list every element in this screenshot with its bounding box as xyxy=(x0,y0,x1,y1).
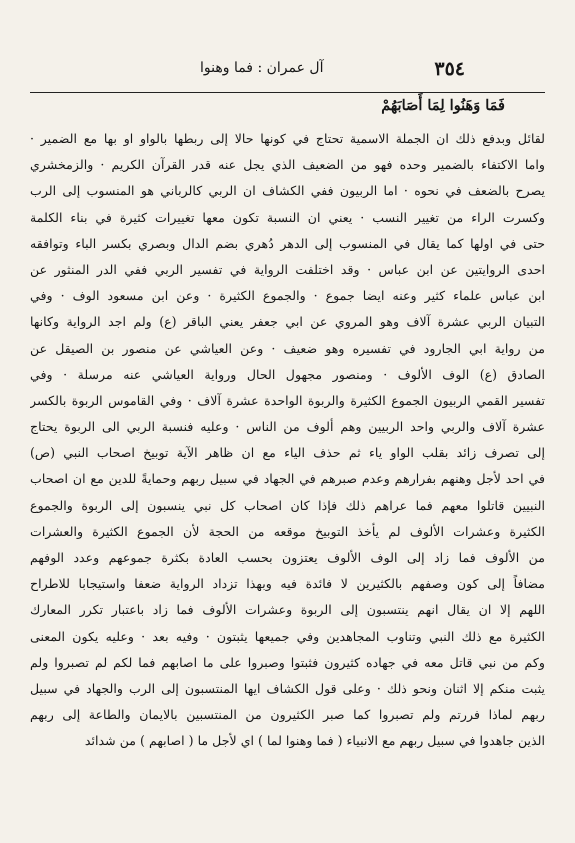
text-line: الكثيرة وعشرات الألوف لم يأخذ التوبيخ موقعه من الحجة لأن الجموع الكثيرة والعشرات xyxy=(30,523,545,539)
text-line: عشرة آلاف والربي واحد الربيين وهم ألوف من الناس · وعليه فنسبة الربي الى الربوة يحتاج xyxy=(30,419,545,435)
text-line: ابن عباس علماء كثير وعنه ايضا جموع · والجموع الكثيرة · وعن ابن مسعود الوف · وفي xyxy=(30,288,545,304)
text-line: لقائل وبدفع ذلك ان الجملة الاسمية تحتاج في كونها حالا إلى ربطها بالواو او بها مع الضمير · xyxy=(30,131,545,146)
text-line: احدى الروايتين عن ابن عباس · وقد اختلفت الرواية في تفسير الربي ففي الدر المنثور عن xyxy=(30,261,545,277)
verse-heading: فَمَا وَهَنُوا لِمَا أَصَابَهُمْ xyxy=(381,97,505,114)
text-line: من رواية ابي الجارود في تفسيره وهو ضعيف · وعن العياشي عن منصور بن الصيقل عن xyxy=(30,340,545,356)
text-line: وكسرت الراء من تغيير النسب · يعني ان النسبة تكون معها تغييرات كثيرة في بناء الكلمة xyxy=(30,209,545,225)
text-line: الذين جاهدوا في سبيل ربهم مع الانبياء ( فما وهنوا لما ) اي لأجل ما ( اصابهم ) من شدائد xyxy=(84,733,545,749)
text-line: يثبت منكم إلا اثنان ونحو ذلك · وعلى قول الكشاف ايها المنتسبون إلى الرب والجهاد في سبيل xyxy=(30,680,545,696)
text-line: اللهم إلا ان يقال انهم ينتسبون إلى الربوة وعشرات الألوف فما زاد باعتبار تكرر المعارك xyxy=(30,602,545,618)
text-line: وكم من نبي قاتل معه في جهاده كثيرون فثبتوا وصبروا على ما اصابهم فما لكم لم تصبروا ولم xyxy=(30,654,545,670)
text-line: في احد لأجل وهنهم بفرارهم وعدم صبرهم في الجهاد في سبيل ربهم وحمايةً للدين مع ان اصحاب xyxy=(30,471,545,487)
text-line: حتى في اولها كما يقال في المنسوب إلى الدهر دُهري بضم الدال وبصري بكسر الباء وتوافقه xyxy=(30,235,545,251)
text-line: التبيان الربي عشرة آلاف وهو المروي عن ابي جعفر يعني الباقر (ع) ولم اجد الرواية وكانها xyxy=(30,314,545,330)
page-header xyxy=(30,58,545,92)
page-number: ٣٥٤ xyxy=(434,58,465,80)
text-line: يصرح بالضعف في نحوه · اما الربيون ففي الكشاف ان الربي كالرباني هو المنسوب إلى الرب xyxy=(30,183,545,199)
commentary-text xyxy=(30,126,545,755)
text-line: تفسير القمي الربيون الجموع الكثيرة والربوة الواحدة عشرة آلاف · وفي القاموس الربوة بالكسر xyxy=(30,392,545,408)
text-line: الصادق (ع) الوف الألوف · ومنصور مجهول الحال ورواية العياشي عنه مرسلة · وفي xyxy=(30,366,545,382)
running-title: آل عمران : فما وهنوا xyxy=(200,60,324,76)
header-rule xyxy=(30,92,545,93)
text-line: إلى تصرف زائد بقلب الواو ياء ثم حذف الياء مع ان ظاهر الآية توبيخ اصحاب النبي (ص) xyxy=(30,445,545,461)
text-line: النبيين قاتلوا معهم فما عراهم ذلك فإذا كان اصحاب كل نبي ينسبون إلى الربوة والجموع xyxy=(30,497,545,513)
text-line: واما الاكتفاء بالضمير وحده فهو من الضعيف الذي يجل عنه قدر القرآن الكريم · والزمخشري xyxy=(30,157,545,173)
text-line: الكثيرة مع ذلك النبي وتناوب المجاهدين وفي جميعها يثبتون · وفيه بعد · وعليه يكون المعنى xyxy=(30,628,545,644)
text-line: ربهم لماذا فررتم ولم تصبروا كما صبر الكثيرون من المنتسبين بالايمان والطاعة إلى ربهم xyxy=(30,707,545,723)
text-line: مضافاً إلى كون وصفهم بالكثيرين لا فائدة فيه وبهذا تزداد الرواية ضعفا واستيجابا للاطراح xyxy=(30,576,545,592)
text-line: من الألوف فما زاد إلى الوف الألوف يعتزون بحسب العادة بكثرة جموعهم وعدد الوفهم xyxy=(30,550,545,565)
